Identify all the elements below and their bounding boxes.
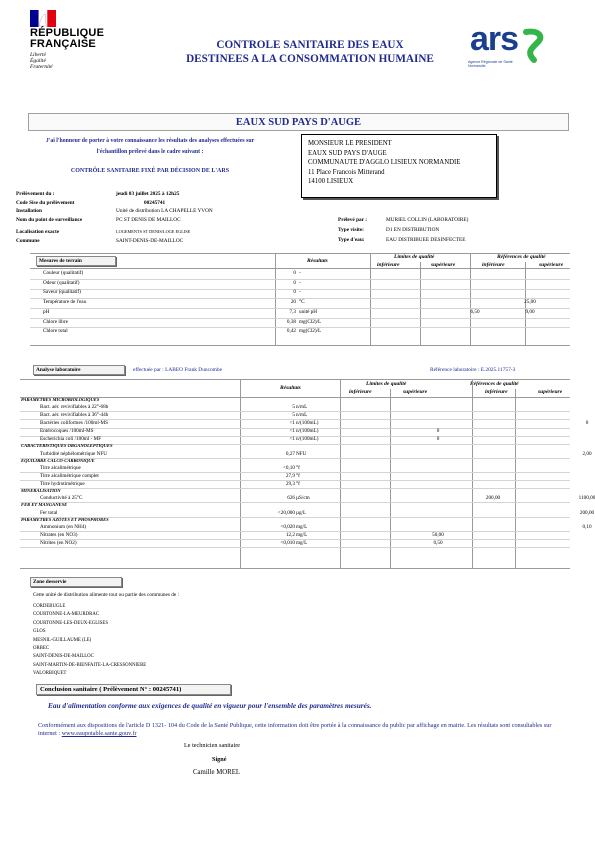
signatory-name: Camille MOREL <box>193 769 241 776</box>
param-value: <20,000 <box>277 509 295 516</box>
param-unit: mg/L <box>296 539 308 546</box>
address-line: EAUX SUD PAYS D'AUGE <box>308 149 387 157</box>
intro-text: J'ai l'honneur de porter à votre connaissance les résultats des analyses effectuées sur l'échantillon prélevé dans le cadre suivant : <box>45 138 255 155</box>
address-line: 11 Place Francois Mitterand <box>308 168 385 176</box>
col-limite-inf: inférieure <box>377 262 400 268</box>
col-reference-sup: supérieure <box>539 262 564 268</box>
info-value: 00245741 <box>144 200 166 206</box>
param-unit: °f <box>296 472 300 479</box>
info-value: PC ST DENIS DE MAILLOC <box>116 217 181 223</box>
param-unit: NFU <box>296 450 307 457</box>
group-title: FER ET MANGANESE <box>21 502 68 508</box>
limite-sup: 0 <box>436 436 440 443</box>
banner-title: EAUX SUD PAYS D'AUGE <box>235 117 362 128</box>
col-limite-sup: supérieure <box>431 262 456 268</box>
param-unit: unité pH <box>299 308 318 315</box>
info-value: D1 EN DISTRIBUTION <box>386 227 440 233</box>
param-name: Chlore total <box>43 328 68 335</box>
info-row-type-visite <box>338 227 440 233</box>
reference-sup: 200,00 <box>579 509 595 516</box>
param-name: Turbidité néphélométrique NFU <box>40 450 107 457</box>
param-name: Titre alcalimétrique <box>40 464 81 471</box>
param-value: 0,42 <box>286 328 296 335</box>
param-name: Entérocoques /100ml-MS <box>40 428 94 435</box>
conclusion-label: Conclusion sanitaire ( Prélèvement N° : 00245741) <box>36 684 231 695</box>
reference-sup: 1100,00 <box>578 495 595 502</box>
commune-item: ORBEC <box>33 646 49 652</box>
param-unit: °f <box>296 481 300 487</box>
info-label: Prélèvement du : <box>16 191 55 197</box>
param-name: pH <box>43 308 50 315</box>
title-line-2: DESTINEES A LA CONSOMMATION HUMAINE <box>186 53 434 65</box>
group-title: PARAMETRES MICROBIOLOGIQUES <box>21 397 100 402</box>
limite-sup: 0 <box>436 428 440 435</box>
param-name: Bact. aér. revivifiables à 36°-44h <box>40 412 109 419</box>
reference-inf: 6,50 <box>470 308 480 315</box>
info-label: Prélevé par : <box>338 217 368 223</box>
param-value: 27,9 <box>285 472 295 479</box>
param-name: Bact. aér. revivifiables à 22°-68h <box>40 404 109 411</box>
param-value: <1 <box>289 436 295 443</box>
info-row-type-eau <box>338 237 466 243</box>
limite-sup: 0,50 <box>433 539 443 546</box>
reference-sup: 0 <box>585 420 589 427</box>
reference-sup: 9,00 <box>525 308 535 315</box>
group-title: EQUILIBRE CALCO-CARBONIQUE <box>21 457 95 463</box>
info-label: Type visite: <box>338 227 364 233</box>
ars-logo-letters: ars <box>470 22 519 58</box>
col-reference-sup: supérieure <box>538 389 563 395</box>
reference-sup: 2,00 <box>582 450 592 457</box>
param-value: 0 <box>293 270 296 276</box>
conclusion-text: Eau d'alimentation conforme aux exigences de qualité en vigueur pour l'ensemble des paramètres mesurés. <box>48 701 372 710</box>
group-title: CARACTERISTIQUES ORGANOLEPTIQUES <box>21 443 113 449</box>
motto-liberte: Liberté <box>30 52 46 58</box>
param-unit: mg/L <box>296 523 308 530</box>
param-unit: - <box>299 289 301 296</box>
param-name: Escherichia coli /100ml - MF <box>40 436 102 443</box>
ars-subtitle: Agence Régionale de Santé Normandie <box>468 60 513 69</box>
col-resultats: Résultats <box>307 258 328 264</box>
param-unit: n/mL <box>296 412 308 419</box>
param-unit: n/(100mL) <box>296 420 319 427</box>
motto <box>30 52 53 71</box>
info-value: MURIEL COLLIN (LABORATOIRE) <box>386 217 469 223</box>
info-value: LOGEMENTS ST DENIS/LOGE EGLISE <box>116 229 191 234</box>
param-value: <1 <box>289 420 295 427</box>
labo-section-label: Analyse laboratoire <box>33 365 125 375</box>
group-title: MINERALISATION <box>21 488 61 494</box>
zone-label: Zone desservie <box>30 577 122 587</box>
param-name: Conductivité à 25°C <box>40 495 83 502</box>
info-label: Installation <box>16 208 42 214</box>
labo-reference: Référence laboratoire : E.2025.11757-3 <box>430 367 516 373</box>
info-row-commune <box>16 238 184 244</box>
param-value: <1 <box>289 428 295 435</box>
param-unit: n/(100mL) <box>296 436 319 443</box>
col-limites: Limites de qualité <box>394 254 435 260</box>
title-line-1: CONTROLE SANITAIRE DES EAUX <box>216 39 404 51</box>
address-line: COMMUNAUTE D'AGGLO LISIEUX NORMANDIE <box>308 159 461 166</box>
banner <box>28 113 569 131</box>
col-reference-inf: inférieure <box>485 389 508 395</box>
address-line: MONSIEUR LE PRESIDENT <box>308 140 392 147</box>
param-value: 7,3 <box>289 308 296 315</box>
document-title <box>150 38 470 66</box>
info-row-prelevement <box>16 191 180 197</box>
ars-logo <box>468 22 548 72</box>
info-row-localisation <box>16 229 191 235</box>
param-unit: mg(Cl2)/L <box>299 318 322 325</box>
address-box <box>301 134 497 198</box>
param-name: Fer total <box>40 509 58 516</box>
technicien-label: Le technicien sanitaire <box>184 742 241 749</box>
param-name: Chlore libre <box>43 318 68 325</box>
legal-notice <box>38 722 568 739</box>
info-value: Unité de distribution LA CHAPELLE YVON <box>116 208 213 214</box>
motto-fraternite: Fraternité <box>30 64 53 71</box>
param-value: 5 <box>292 404 295 411</box>
param-unit: mg(Cl2)/L <box>299 328 322 335</box>
col-references: Références de qualité <box>470 381 519 387</box>
address-line: 14100 LISIEUX <box>308 178 354 185</box>
param-value: <0,10 <box>282 464 295 471</box>
info-row-installation <box>16 208 213 214</box>
info-value: SAINT-DENIS-DE-MAILLOC <box>116 238 184 244</box>
francaise-text: FRANÇAISE <box>30 38 96 50</box>
commune-item: COURTONNE-LA-MEURDRAC <box>33 612 99 618</box>
param-name: Odeur (qualitatif) <box>43 279 80 286</box>
param-value: <0,010 <box>280 539 295 546</box>
param-name: Température de l'eau <box>43 299 87 306</box>
info-label: Type d'eau: <box>338 237 365 243</box>
param-name: Nitrites (en NO2) <box>40 539 77 546</box>
group-title: PARAMETRES AZOTES ET PHOSPHORES <box>21 516 109 522</box>
motto-egalite: Égalité <box>30 58 46 65</box>
param-name: Titre alcalimétrique complet <box>40 472 99 479</box>
param-value: 0,27 <box>285 450 295 457</box>
commune-item: GLOS <box>33 629 46 635</box>
param-unit: µS/cm <box>296 495 310 502</box>
col-resultats: Résultats <box>280 385 301 391</box>
reference-inf: 200,00 <box>485 495 501 502</box>
marianne-icon <box>30 10 56 27</box>
commune-item: CORDEBUGLE <box>33 604 66 609</box>
param-value: 0,38 <box>286 318 296 325</box>
commune-item: COURTONNE-LES-DEUX-EGLISES <box>33 620 109 626</box>
param-name: Titre hydrotimétrique <box>40 481 85 487</box>
param-unit: n/(100mL) <box>296 428 319 435</box>
param-unit: °C <box>299 299 305 306</box>
info-label: Localisation exacte <box>16 229 60 235</box>
commune-item: MESNIL-GUILLAUME (LE) <box>33 637 92 643</box>
param-value: 12,2 <box>285 531 295 538</box>
legal-link[interactable]: www.eaupotable.sante.gouv.fr <box>61 730 137 738</box>
commune-item: SAINT-DENIS-DE-MAILLOC <box>33 654 94 660</box>
col-limites: Limites de qualité <box>366 381 407 387</box>
info-row-point-surveillance <box>16 217 181 223</box>
info-label: Nom du point de surveillance <box>16 217 83 223</box>
param-unit: - <box>299 279 301 286</box>
param-name: Nitrates (en NO3) <box>40 531 78 538</box>
zone-intro: Cette unité de distribution alimente tout ou partie des communes de : <box>33 592 180 598</box>
param-value: 29,3 <box>285 481 295 487</box>
info-value: jeudi 03 juillet 2025 à 12h25 <box>116 191 180 197</box>
limite-sup: 50,00 <box>432 531 444 538</box>
param-name: Ammonium (en NH4) <box>40 523 87 530</box>
info-value: EAU DISTRIBUEE DESINFECTEE <box>386 237 466 243</box>
param-value: 5 <box>292 412 295 419</box>
labo-effectue: effectuée par : LABEO Frank Duncombe <box>133 367 222 373</box>
terrain-section-label: Mesures de terrain <box>36 256 116 266</box>
param-value: 20 <box>290 299 296 306</box>
param-name: Saveur (qualitatif) <box>43 289 81 296</box>
republique-text: RÉPUBLIQUE <box>30 27 105 39</box>
signe-label: Signé <box>212 756 227 763</box>
param-unit: n/mL <box>296 404 308 411</box>
param-value: 626 <box>287 495 295 502</box>
param-unit: µg/L <box>296 509 307 516</box>
commune-item: SAINT-MARTIN-DE-BIENFAITE-LA-CRESSONNIERE <box>33 662 147 668</box>
controle-line: CONTRÔLE SANITAIRE FIXÉ PAR DÉCISION DE L'ARS <box>70 168 230 174</box>
param-unit: mg/L <box>296 531 308 538</box>
info-row-preleve-par <box>338 217 469 223</box>
legal-text: Conformément aux dispositions de l'article D 1321- 104 du Code de la Santé Publique, cette information doit être portée à la connaissance du public par affichage en mairie. Les résultats sont consultables sur internet : <box>38 722 552 738</box>
reference-sup: 0,10 <box>582 523 592 530</box>
param-unit: °f <box>296 464 300 471</box>
col-limite-sup: supérieure <box>403 389 428 395</box>
col-references: Références de qualité <box>497 254 546 260</box>
param-name: Couleur (qualitatif) <box>43 270 84 276</box>
param-name: Bactéries coliformes /100ml-MS <box>40 420 108 427</box>
info-label: Commune <box>16 238 40 244</box>
zone-communes <box>33 603 146 679</box>
info-row-code-sise <box>16 200 166 206</box>
republique-logo <box>30 10 110 80</box>
info-label: Code Sise du prélèvement <box>16 200 75 206</box>
param-value: <0,020 <box>280 523 295 530</box>
reference-sup: 25,00 <box>524 299 536 306</box>
param-unit: - <box>299 270 301 276</box>
col-reference-inf: inférieure <box>482 262 505 268</box>
param-value: 0 <box>293 279 296 286</box>
col-limite-inf: inférieure <box>349 389 372 395</box>
commune-item: VALORBIQUET <box>33 671 67 677</box>
param-value: 0 <box>293 289 296 296</box>
